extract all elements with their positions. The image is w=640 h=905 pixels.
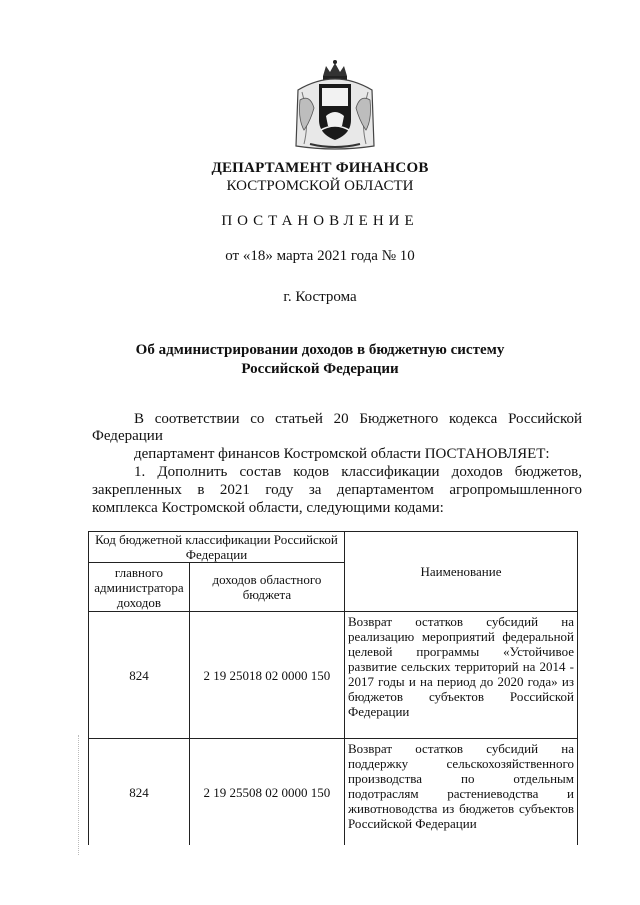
- department-title: ДЕПАРТАМЕНТ ФИНАНСОВ: [211, 160, 429, 176]
- table-cell-name: Возврат остатков субсидий на поддержку сельскохозяйственного производства по отдельным подотраслям растениеводства и животноводства из бюджетов субъектов Российской Федерации: [344, 739, 577, 846]
- paragraph-line: В соответствии со статьей 20 Бюджетного кодекса Российской: [134, 411, 582, 427]
- table-cell-name: Возврат остатков субсидий на реализацию мероприятий федеральной целевой программы «Устойчивое развитие сельских территорий на 2014 - 2017 годы и на период до 2020 года» из бюджетов субъектов Российской Федерации: [344, 612, 577, 739]
- subject-line: Российской Федерации: [241, 361, 399, 377]
- table-header-group: Код бюджетной классификации Российской Федерации: [89, 532, 345, 563]
- table-row: [89, 612, 578, 739]
- table-cell-code: 2 19 25508 02 0000 150: [189, 739, 344, 846]
- table-header-name: Наименование: [344, 532, 577, 612]
- coat-of-arms-icon: [290, 60, 380, 152]
- region-title: КОСТРОМСКОЙ ОБЛАСТИ: [226, 178, 414, 194]
- paragraph-line: комплекса Костромской области, следующими кодами:: [92, 500, 444, 516]
- paragraph-line: закрепленных в 2021 году за департаментом агропромышленного: [92, 482, 582, 498]
- document-city: г. Кострома: [283, 289, 357, 305]
- document-type: ПОСТАНОВЛЕНИЕ: [221, 213, 419, 229]
- table-header-code: доходов областного бюджета: [189, 563, 344, 612]
- table-cell-admin: 824: [89, 739, 190, 846]
- table-row: [89, 739, 578, 846]
- document-date: от «18» марта 2021 года № 10: [225, 248, 415, 264]
- scan-margin-line: [78, 735, 79, 855]
- table-cell-admin: 824: [89, 612, 190, 739]
- document-subject: [0, 341, 640, 379]
- table-header-admin: главного администратора доходов: [89, 563, 190, 612]
- table-cell-code: 2 19 25018 02 0000 150: [189, 612, 344, 739]
- paragraph-line: департамент финансов Костромской области ПОСТАНОВЛЯЕТ:: [134, 446, 550, 462]
- paragraph-line: Федерации: [92, 428, 163, 444]
- budget-codes-table: [88, 531, 578, 845]
- table-header-row: [89, 532, 578, 563]
- subject-line: Об администрировании доходов в бюджетную систему: [135, 342, 505, 358]
- paragraph-line: 1. Дополнить состав кодов классификации доходов бюджетов,: [134, 464, 582, 480]
